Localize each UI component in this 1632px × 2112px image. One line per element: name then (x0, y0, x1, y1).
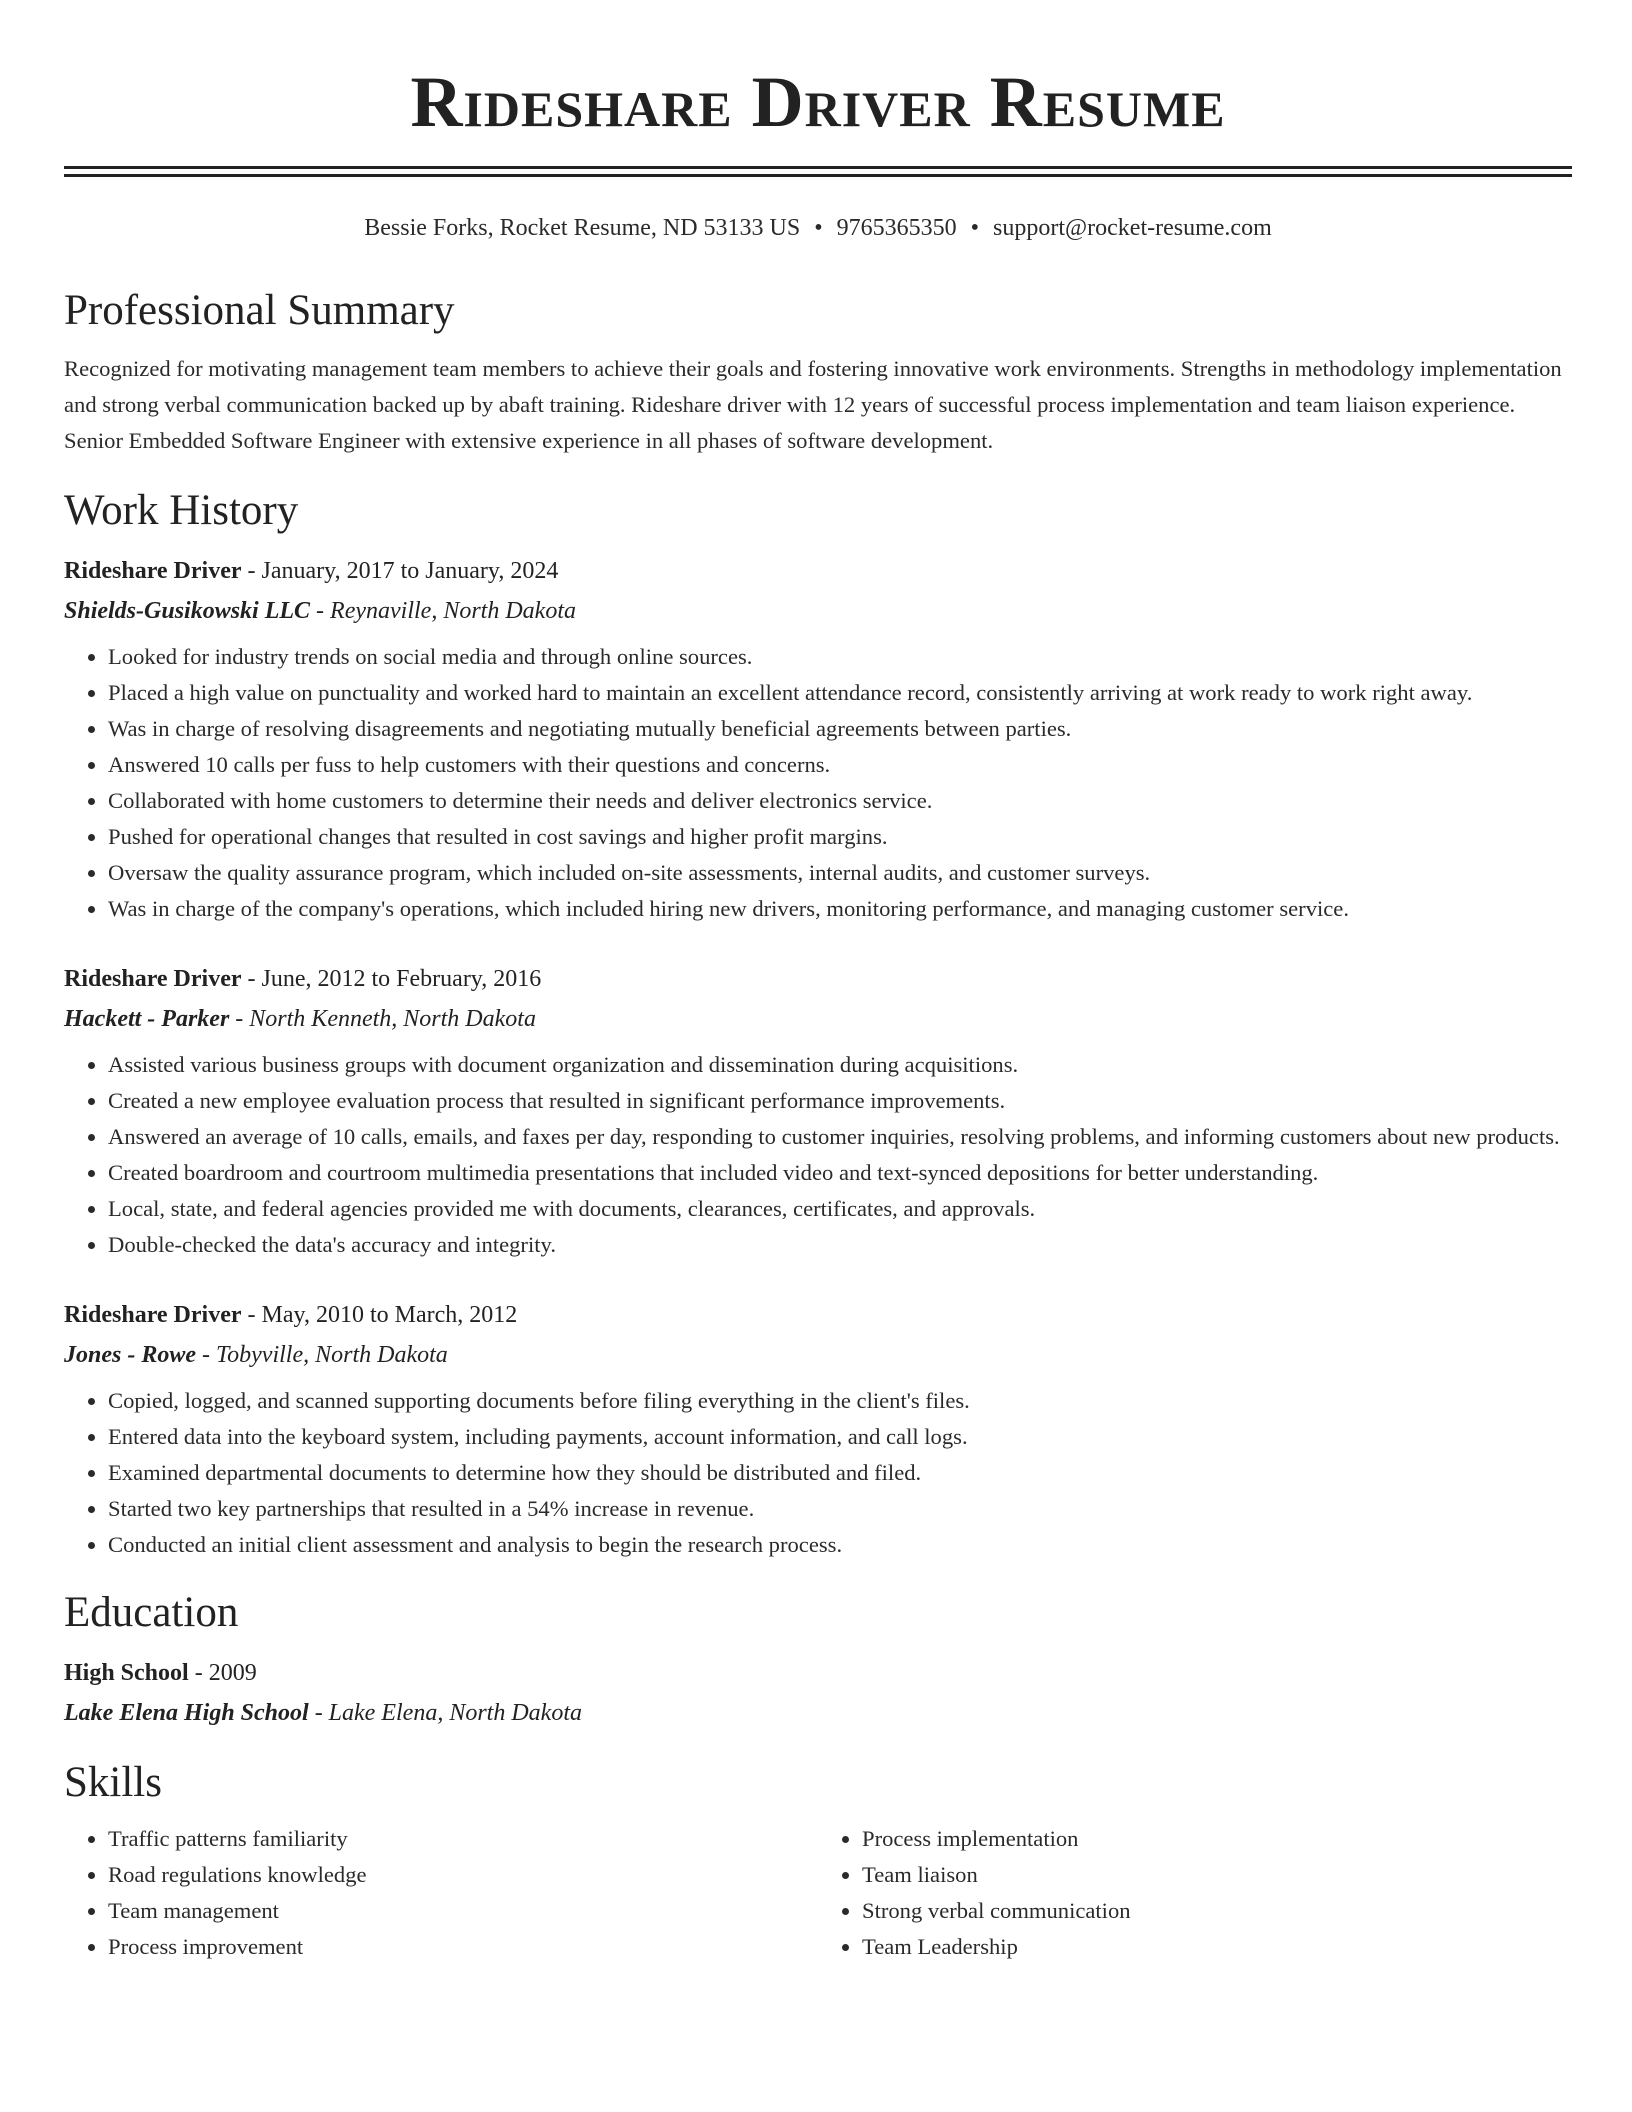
job-bullet: • Answered 10 calls per fuss to help customers with their questions and concerns. (108, 747, 1572, 783)
job-bullet: • Created a new employee evaluation process that resulted in significant performance improvements. (108, 1083, 1572, 1119)
job-bullet: • Looked for industry trends on social media and through online sources. (108, 639, 1572, 675)
job-bullet: • Entered data into the keyboard system, including payments, account information, and call logs. (108, 1419, 1572, 1455)
job-dates: - May, 2010 to March, 2012 (241, 1302, 518, 1328)
contact-line (64, 213, 1572, 243)
job-bullet: • Was in charge of resolving disagreements and negotiating mutually beneficial agreements between parties. (108, 711, 1572, 747)
job-title: Rideshare Driver (64, 966, 242, 992)
degree-line (64, 1653, 1572, 1693)
job-bullets (64, 639, 1572, 927)
summary-text: Recognized for motivating management team members to achieve their goals and fostering innovative work environments. Strengths in methodology implementation and strong verbal communication backed up by abaft training. Rideshare driver with 12 years of successful process implementation and team liaison experience. Senior Embedded Software Engineer with extensive experience in all phases of software development. (64, 356, 1562, 453)
resume-title: Rideshare Driver Resume (410, 62, 1226, 142)
company-name: Hackett - Parker (64, 1006, 230, 1032)
job-title-line (64, 551, 1572, 591)
job-bullet: • Conducted an initial client assessment and analysis to begin the research process. (108, 1527, 1572, 1563)
skill-item: • Team Leadership (862, 1929, 1572, 1965)
job-bullet: • Assisted various business groups with document organization and dissemination during acquisitions. (108, 1047, 1572, 1083)
job-bullets (64, 1383, 1572, 1563)
company-line (64, 591, 1572, 631)
job-bullet: • Pushed for operational changes that resulted in cost savings and higher profit margins. (108, 819, 1572, 855)
school-line (64, 1693, 1572, 1733)
company-name: Jones - Rowe (64, 1342, 196, 1368)
skill-item: • Strong verbal communication (862, 1893, 1572, 1929)
job-title: Rideshare Driver (64, 558, 242, 584)
job-dates: - January, 2017 to January, 2024 (241, 558, 559, 584)
job-entry (64, 959, 1572, 1263)
company-location: - North Kenneth, North Dakota (229, 1006, 536, 1032)
contact-separator: • (970, 215, 980, 241)
job-bullet: • Double-checked the data's accuracy and integrity. (108, 1227, 1572, 1263)
skill-item: • Team liaison (862, 1857, 1572, 1893)
job-bullet: • Placed a high value on punctuality and worked hard to maintain an excellent attendance record, consistently arriving at work ready to work right away. (108, 675, 1572, 711)
skills-grid (64, 1821, 1572, 1965)
degree: High School (64, 1660, 189, 1686)
job-bullet: • Collaborated with home customers to determine their needs and deliver electronics service. (108, 783, 1572, 819)
job-bullet: • Started two key partnerships that resulted in a 54% increase in revenue. (108, 1491, 1572, 1527)
job-entry (64, 551, 1572, 927)
job-bullet: • Created boardroom and courtroom multimedia presentations that included video and text-synced depositions for better understanding. (108, 1155, 1572, 1191)
company-location: - Tobyville, North Dakota (196, 1342, 448, 1368)
job-title: Rideshare Driver (64, 1302, 242, 1328)
education-entry (64, 1653, 1572, 1733)
job-bullet: • Was in charge of the company's operations, which included hiring new drivers, monitoring performance, and managing customer service. (108, 891, 1572, 927)
job-bullet: • Examined departmental documents to determine how they should be distributed and filed. (108, 1455, 1572, 1491)
job-title-line (64, 1295, 1572, 1335)
contact-separator: • (814, 215, 823, 241)
company-name: Shields-Gusikowski LLC (64, 598, 311, 624)
job-bullet: • Answered an average of 10 calls, emails, and faxes per day, responding to customer inquiries, resolving problems, and informing customers about new products. (108, 1119, 1572, 1155)
skill-item: • Road regulations knowledge (108, 1857, 818, 1893)
job-bullet: • Local, state, and federal agencies provided me with documents, clearances, certificates, and approvals. (108, 1191, 1572, 1227)
job-bullet: • Copied, logged, and scanned supporting documents before filing everything in the client's files. (108, 1383, 1572, 1419)
company-line (64, 999, 1572, 1039)
contact-email: support@rocket-resume.com (993, 215, 1272, 241)
title-divider-thin (64, 174, 1572, 177)
school-name: Lake Elena High School (64, 1700, 309, 1726)
work-history-heading: Work History (64, 487, 299, 534)
skill-item: • Process implementation (862, 1821, 1572, 1857)
contact-phone: 9765365350 (836, 215, 957, 241)
job-title-line (64, 959, 1572, 999)
skill-item: • Team management (108, 1893, 818, 1929)
job-entry (64, 1295, 1572, 1563)
skills-heading: Skills (64, 1759, 162, 1806)
graduation-year: - 2009 (188, 1660, 257, 1686)
company-line (64, 1335, 1572, 1375)
skill-item: • Traffic patterns familiarity (108, 1821, 818, 1857)
school-location: - Lake Elena, North Dakota (308, 1700, 582, 1726)
company-location: - Reynaville, North Dakota (310, 598, 576, 624)
skills-column-right (818, 1821, 1572, 1965)
summary-heading: Professional Summary (64, 287, 455, 334)
education-heading: Education (64, 1589, 239, 1636)
skill-item: • Process improvement (108, 1929, 818, 1965)
job-bullet: • Oversaw the quality assurance program, which included on-site assessments, internal audits, and customer surveys. (108, 855, 1572, 891)
skills-column-left (64, 1821, 818, 1965)
resume-page (64, 0, 1572, 1965)
job-bullets (64, 1047, 1572, 1263)
contact-address: Bessie Forks, Rocket Resume, ND 53133 US (364, 215, 801, 241)
job-dates: - June, 2012 to February, 2016 (241, 966, 542, 992)
title-divider-thick (64, 166, 1572, 169)
